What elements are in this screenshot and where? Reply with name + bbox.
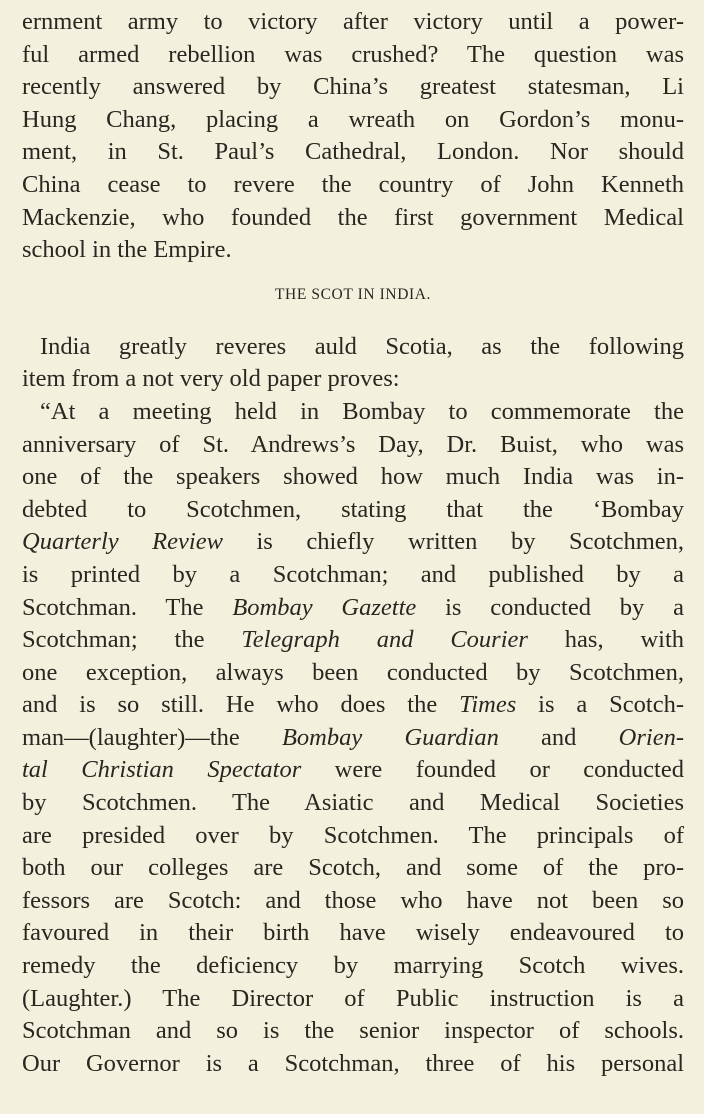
text-run: were founded or conducted	[301, 756, 684, 784]
text-line: ful armed rebellion was crushed? The question was	[22, 40, 684, 68]
text-line	[22, 689, 684, 722]
text-line: one exception, always been conducted by Scotchmen,	[22, 658, 684, 686]
text-line	[22, 526, 684, 559]
text-line: Hung Chang, placing a wreath on Gordon’s monu-	[22, 105, 684, 133]
text-run: is conducted by a	[416, 593, 685, 621]
italic-title: Telegraph and Courier	[241, 626, 528, 654]
text-line: one of the speakers showed how much India was in-	[22, 463, 684, 491]
text-line	[22, 754, 684, 787]
italic-title: tal Christian Spectator	[22, 756, 302, 784]
italic-title: Bombay Guardian	[281, 723, 499, 751]
text-line: China cease to revere the country of John Kenneth	[22, 170, 684, 198]
text-run: and is so still. He who does the	[22, 691, 460, 719]
text-line: Our Governor is a Scotchman, three of his personal	[22, 1049, 684, 1077]
text-line: school in the Empire.	[22, 236, 232, 264]
text-line: is printed by a Scotchman; and published by a	[22, 560, 684, 588]
text-line: are presided over by Scotchmen. The principals of	[22, 821, 684, 849]
text-line: item from a not very old paper proves:	[22, 365, 400, 393]
text-run: has, with	[527, 626, 685, 654]
text-line: (Laughter.) The Director of Public instruction is a	[22, 984, 684, 1012]
text-line: favoured in their birth have wisely endeavoured to	[22, 919, 684, 947]
italic-title: Quarterly Review	[22, 528, 223, 556]
text-line	[22, 592, 684, 625]
text-line: Mackenzie, who founded the first government Medical	[22, 203, 684, 231]
text-run: Scotchman; the	[22, 626, 242, 654]
italic-title: Times	[459, 691, 517, 719]
paragraph-gordon-mackenzie	[22, 6, 684, 267]
text-line: ment, in St. Paul’s Cathedral, London. Nor should	[22, 138, 684, 166]
text-line: India greatly reveres auld Scotia, as the following	[40, 332, 684, 360]
text-run: man—(laughter)—the	[22, 723, 282, 751]
text-run: is chiefly written by Scotchmen,	[222, 528, 684, 556]
section-heading: THE SCOT IN INDIA.	[274, 285, 432, 303]
text-line	[22, 624, 684, 657]
paragraph-india-reveres	[22, 331, 684, 396]
text-run: and	[498, 723, 619, 751]
paragraph-bombay-quote	[22, 396, 684, 1080]
text-line: fessors are Scotch: and those who have not been so	[22, 886, 684, 914]
text-line: by Scotchmen. The Asiatic and Medical Societies	[22, 789, 684, 817]
italic-title: Orien-	[618, 723, 684, 751]
text-line: remedy the deficiency by marrying Scotch wives.	[22, 952, 684, 980]
text-line: both our colleges are Scotch, and some of the pro-	[22, 854, 684, 882]
text-line: Scotchman and so is the senior inspector of schools.	[22, 1017, 684, 1045]
text-line: debted to Scotchmen, stating that the ‘Bombay	[22, 495, 684, 523]
text-line	[22, 722, 684, 755]
italic-title: Bombay Gazette	[232, 593, 417, 621]
text-line: recently answered by China’s greatest statesman, Li	[22, 73, 684, 101]
text-run: is a Scotch-	[516, 691, 684, 719]
text-line: “At a meeting held in Bombay to commemorate the	[40, 397, 684, 425]
text-line: anniversary of St. Andrews’s Day, Dr. Buist, who was	[22, 430, 684, 458]
text-line: ernment army to victory after victory until a power-	[22, 8, 684, 35]
text-run: Scotchman. The	[22, 593, 233, 621]
